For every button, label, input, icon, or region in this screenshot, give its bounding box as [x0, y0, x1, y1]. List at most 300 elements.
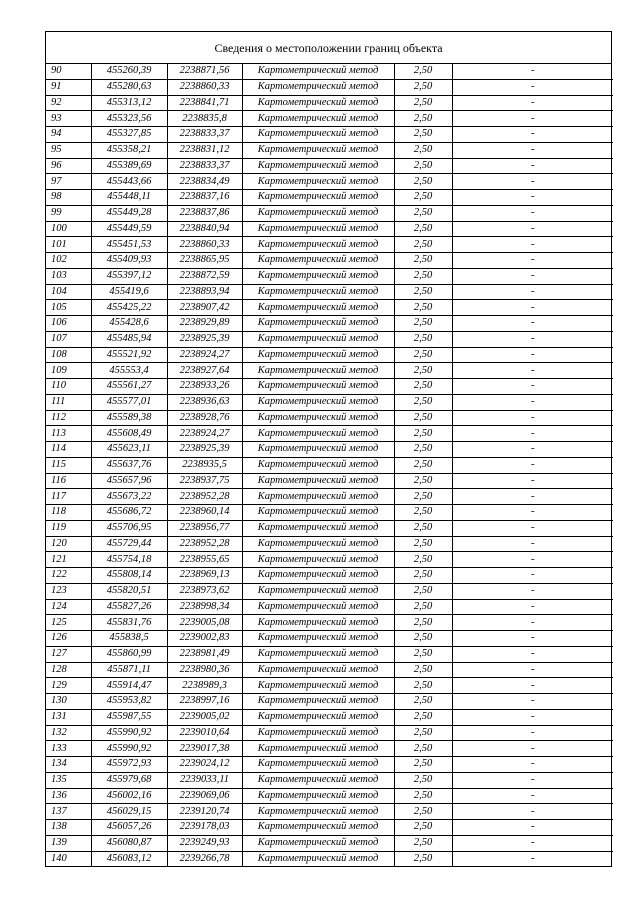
note-cell: -: [452, 268, 613, 284]
point-number-cell: 96: [46, 158, 91, 174]
coord-x-cell: 455987,55: [91, 709, 167, 725]
accuracy-cell: 2,50: [394, 568, 452, 584]
point-number-cell: 105: [46, 300, 91, 316]
method-cell: Картометрический метод: [242, 804, 394, 820]
table-row: [46, 788, 613, 804]
table-row: [46, 505, 613, 521]
method-cell: Картометрический метод: [242, 489, 394, 505]
point-number-cell: 107: [46, 331, 91, 347]
note-cell: -: [452, 615, 613, 631]
accuracy-cell: 2,50: [394, 678, 452, 694]
table-row: [46, 583, 613, 599]
accuracy-cell: 2,50: [394, 190, 452, 206]
note-cell: -: [452, 410, 613, 426]
point-number-cell: 99: [46, 205, 91, 221]
note-cell: -: [452, 788, 613, 804]
method-cell: Картометрический метод: [242, 142, 394, 158]
coord-x-cell: 455637,76: [91, 457, 167, 473]
accuracy-cell: 2,50: [394, 631, 452, 647]
note-cell: -: [452, 426, 613, 442]
method-cell: Картометрический метод: [242, 646, 394, 662]
table-row: [46, 662, 613, 678]
accuracy-cell: 2,50: [394, 363, 452, 379]
coord-x-cell: 455428,6: [91, 316, 167, 332]
accuracy-cell: 2,50: [394, 536, 452, 552]
point-number-cell: 138: [46, 820, 91, 836]
table-row: [46, 615, 613, 631]
coord-y-cell: 2238989,3: [167, 678, 242, 694]
accuracy-cell: 2,50: [394, 379, 452, 395]
accuracy-cell: 2,50: [394, 820, 452, 836]
point-number-cell: 130: [46, 694, 91, 710]
table-row: [46, 95, 613, 111]
accuracy-cell: 2,50: [394, 174, 452, 190]
note-cell: -: [452, 820, 613, 836]
note-cell: -: [452, 331, 613, 347]
method-cell: Картометрический метод: [242, 379, 394, 395]
note-cell: -: [452, 804, 613, 820]
table-row: [46, 205, 613, 221]
coord-y-cell: 2238907,42: [167, 300, 242, 316]
method-cell: Картометрический метод: [242, 253, 394, 269]
accuracy-cell: 2,50: [394, 505, 452, 521]
point-number-cell: 95: [46, 142, 91, 158]
method-cell: Картометрический метод: [242, 268, 394, 284]
table-row: [46, 142, 613, 158]
coord-y-cell: 2238933,26: [167, 379, 242, 395]
accuracy-cell: 2,50: [394, 253, 452, 269]
point-number-cell: 113: [46, 426, 91, 442]
coord-x-cell: 456057,26: [91, 820, 167, 836]
point-number-cell: 101: [46, 237, 91, 253]
coord-x-cell: 455972,93: [91, 757, 167, 773]
note-cell: -: [452, 158, 613, 174]
point-number-cell: 92: [46, 95, 91, 111]
coord-x-cell: 455521,92: [91, 347, 167, 363]
accuracy-cell: 2,50: [394, 95, 452, 111]
table-row: [46, 426, 613, 442]
coord-y-cell: 2238929,89: [167, 316, 242, 332]
point-number-cell: 134: [46, 757, 91, 773]
note-cell: -: [452, 694, 613, 710]
method-cell: Картометрический метод: [242, 599, 394, 615]
point-number-cell: 102: [46, 253, 91, 269]
point-number-cell: 114: [46, 442, 91, 458]
method-cell: Картометрический метод: [242, 505, 394, 521]
accuracy-cell: 2,50: [394, 772, 452, 788]
method-cell: Картометрический метод: [242, 410, 394, 426]
coord-x-cell: 455860,99: [91, 646, 167, 662]
note-cell: -: [452, 552, 613, 568]
coord-y-cell: 2239069,06: [167, 788, 242, 804]
point-number-cell: 123: [46, 583, 91, 599]
point-number-cell: 127: [46, 646, 91, 662]
accuracy-cell: 2,50: [394, 646, 452, 662]
coord-y-cell: 2238981,49: [167, 646, 242, 662]
point-number-cell: 125: [46, 615, 91, 631]
table-row: [46, 568, 613, 584]
coord-y-cell: 2239249,93: [167, 835, 242, 851]
accuracy-cell: 2,50: [394, 142, 452, 158]
point-number-cell: 103: [46, 268, 91, 284]
table-row: [46, 316, 613, 332]
accuracy-cell: 2,50: [394, 709, 452, 725]
note-cell: -: [452, 253, 613, 269]
coord-x-cell: 455449,28: [91, 205, 167, 221]
method-cell: Картометрический метод: [242, 851, 394, 866]
note-cell: -: [452, 347, 613, 363]
table-row: [46, 694, 613, 710]
note-cell: -: [452, 237, 613, 253]
coord-x-cell: 455831,76: [91, 615, 167, 631]
note-cell: -: [452, 284, 613, 300]
method-cell: Картометрический метод: [242, 536, 394, 552]
accuracy-cell: 2,50: [394, 725, 452, 741]
accuracy-cell: 2,50: [394, 662, 452, 678]
point-number-cell: 90: [46, 64, 91, 79]
note-cell: -: [452, 536, 613, 552]
point-number-cell: 119: [46, 520, 91, 536]
coord-y-cell: 2238925,39: [167, 442, 242, 458]
table-row: [46, 174, 613, 190]
accuracy-cell: 2,50: [394, 316, 452, 332]
coord-y-cell: 2238833,37: [167, 158, 242, 174]
note-cell: -: [452, 300, 613, 316]
method-cell: Картометрический метод: [242, 79, 394, 95]
accuracy-cell: 2,50: [394, 520, 452, 536]
table-row: [46, 442, 613, 458]
coord-x-cell: 455577,01: [91, 394, 167, 410]
table-title: Сведения о местоположении границ объекта: [46, 32, 611, 64]
point-number-cell: 91: [46, 79, 91, 95]
method-cell: Картометрический метод: [242, 347, 394, 363]
point-number-cell: 139: [46, 835, 91, 851]
accuracy-cell: 2,50: [394, 284, 452, 300]
note-cell: -: [452, 473, 613, 489]
coord-y-cell: 2238831,12: [167, 142, 242, 158]
note-cell: -: [452, 379, 613, 395]
table-row: [46, 678, 613, 694]
point-number-cell: 121: [46, 552, 91, 568]
accuracy-cell: 2,50: [394, 835, 452, 851]
note-cell: -: [452, 583, 613, 599]
table-row: [46, 709, 613, 725]
coord-y-cell: 2239120,74: [167, 804, 242, 820]
coord-x-cell: 455323,56: [91, 111, 167, 127]
coord-y-cell: 2238840,94: [167, 221, 242, 237]
table-row: [46, 268, 613, 284]
method-cell: Картометрический метод: [242, 237, 394, 253]
point-number-cell: 116: [46, 473, 91, 489]
coord-y-cell: 2238980,36: [167, 662, 242, 678]
accuracy-cell: 2,50: [394, 583, 452, 599]
coord-x-cell: 455358,21: [91, 142, 167, 158]
table-row: [46, 300, 613, 316]
note-cell: -: [452, 79, 613, 95]
coord-y-cell: 2238973,62: [167, 583, 242, 599]
table-body: [46, 64, 613, 866]
point-number-cell: 129: [46, 678, 91, 694]
coord-x-cell: 455990,92: [91, 725, 167, 741]
point-number-cell: 135: [46, 772, 91, 788]
coord-x-cell: 455673,22: [91, 489, 167, 505]
coord-y-cell: 2238834,49: [167, 174, 242, 190]
coord-x-cell: 455657,96: [91, 473, 167, 489]
point-number-cell: 118: [46, 505, 91, 521]
coord-y-cell: 2238872,59: [167, 268, 242, 284]
method-cell: Картометрический метод: [242, 820, 394, 836]
coord-x-cell: 455686,72: [91, 505, 167, 521]
accuracy-cell: 2,50: [394, 111, 452, 127]
table-row: [46, 331, 613, 347]
coord-y-cell: 2238935,5: [167, 457, 242, 473]
method-cell: Картометрический метод: [242, 331, 394, 347]
coord-y-cell: 2238960,14: [167, 505, 242, 521]
method-cell: Картометрический метод: [242, 725, 394, 741]
coord-y-cell: 2239005,08: [167, 615, 242, 631]
note-cell: -: [452, 64, 613, 79]
table-row: [46, 379, 613, 395]
coord-y-cell: 2238956,77: [167, 520, 242, 536]
method-cell: Картометрический метод: [242, 709, 394, 725]
coord-x-cell: 456083,12: [91, 851, 167, 866]
point-number-cell: 117: [46, 489, 91, 505]
table-row: [46, 237, 613, 253]
note-cell: -: [452, 646, 613, 662]
method-cell: Картометрический метод: [242, 111, 394, 127]
table-row: [46, 284, 613, 300]
table-row: [46, 520, 613, 536]
table-row: [46, 820, 613, 836]
point-number-cell: 94: [46, 127, 91, 143]
point-number-cell: 110: [46, 379, 91, 395]
coord-y-cell: 2238997,16: [167, 694, 242, 710]
method-cell: Картометрический метод: [242, 426, 394, 442]
coord-y-cell: 2239033,11: [167, 772, 242, 788]
note-cell: -: [452, 741, 613, 757]
coord-x-cell: 455623,11: [91, 442, 167, 458]
coord-y-cell: 2238871,56: [167, 64, 242, 79]
accuracy-cell: 2,50: [394, 394, 452, 410]
note-cell: -: [452, 316, 613, 332]
point-number-cell: 126: [46, 631, 91, 647]
accuracy-cell: 2,50: [394, 615, 452, 631]
table-row: [46, 221, 613, 237]
coord-y-cell: 2239010,64: [167, 725, 242, 741]
coord-y-cell: 2239005,02: [167, 709, 242, 725]
coord-y-cell: 2238924,27: [167, 426, 242, 442]
coord-y-cell: 2238955,65: [167, 552, 242, 568]
note-cell: -: [452, 394, 613, 410]
coord-x-cell: 455485,94: [91, 331, 167, 347]
accuracy-cell: 2,50: [394, 205, 452, 221]
coord-x-cell: 455729,44: [91, 536, 167, 552]
note-cell: -: [452, 457, 613, 473]
point-number-cell: 104: [46, 284, 91, 300]
table-row: [46, 347, 613, 363]
point-number-cell: 111: [46, 394, 91, 410]
point-number-cell: 132: [46, 725, 91, 741]
table-row: [46, 473, 613, 489]
point-number-cell: 109: [46, 363, 91, 379]
accuracy-cell: 2,50: [394, 804, 452, 820]
method-cell: Картометрический метод: [242, 678, 394, 694]
point-number-cell: 108: [46, 347, 91, 363]
table-row: [46, 410, 613, 426]
coord-x-cell: 455425,22: [91, 300, 167, 316]
coord-x-cell: 455327,85: [91, 127, 167, 143]
method-cell: Картометрический метод: [242, 363, 394, 379]
accuracy-cell: 2,50: [394, 788, 452, 804]
point-number-cell: 115: [46, 457, 91, 473]
accuracy-cell: 2,50: [394, 426, 452, 442]
method-cell: Картометрический метод: [242, 205, 394, 221]
coord-x-cell: 455397,12: [91, 268, 167, 284]
accuracy-cell: 2,50: [394, 741, 452, 757]
table-row: [46, 851, 613, 866]
point-number-cell: 106: [46, 316, 91, 332]
note-cell: -: [452, 772, 613, 788]
note-cell: -: [452, 442, 613, 458]
table-row: [46, 158, 613, 174]
point-number-cell: 140: [46, 851, 91, 866]
note-cell: -: [452, 142, 613, 158]
accuracy-cell: 2,50: [394, 221, 452, 237]
note-cell: -: [452, 678, 613, 694]
method-cell: Картометрический метод: [242, 568, 394, 584]
method-cell: Картометрический метод: [242, 662, 394, 678]
coord-y-cell: 2238837,16: [167, 190, 242, 206]
accuracy-cell: 2,50: [394, 268, 452, 284]
method-cell: Картометрический метод: [242, 190, 394, 206]
note-cell: -: [452, 127, 613, 143]
coord-x-cell: 455838,5: [91, 631, 167, 647]
table-row: [46, 552, 613, 568]
method-cell: Картометрический метод: [242, 221, 394, 237]
table-row: [46, 363, 613, 379]
accuracy-cell: 2,50: [394, 757, 452, 773]
method-cell: Картометрический метод: [242, 127, 394, 143]
table-row: [46, 772, 613, 788]
point-number-cell: 93: [46, 111, 91, 127]
note-cell: -: [452, 520, 613, 536]
accuracy-cell: 2,50: [394, 442, 452, 458]
note-cell: -: [452, 221, 613, 237]
method-cell: Картометрический метод: [242, 741, 394, 757]
method-cell: Картометрический метод: [242, 442, 394, 458]
note-cell: -: [452, 835, 613, 851]
coord-y-cell: 2238925,39: [167, 331, 242, 347]
table-row: [46, 631, 613, 647]
point-number-cell: 136: [46, 788, 91, 804]
coord-x-cell: 455808,14: [91, 568, 167, 584]
accuracy-cell: 2,50: [394, 79, 452, 95]
accuracy-cell: 2,50: [394, 300, 452, 316]
method-cell: Картометрический метод: [242, 757, 394, 773]
method-cell: Картометрический метод: [242, 835, 394, 851]
coord-y-cell: 2238865,95: [167, 253, 242, 269]
coord-y-cell: 2239002,83: [167, 631, 242, 647]
coord-y-cell: 2238927,64: [167, 363, 242, 379]
accuracy-cell: 2,50: [394, 851, 452, 866]
note-cell: -: [452, 205, 613, 221]
note-cell: -: [452, 725, 613, 741]
coord-y-cell: 2238998,34: [167, 599, 242, 615]
coordinates-table: [46, 64, 613, 866]
note-cell: -: [452, 95, 613, 111]
note-cell: -: [452, 851, 613, 866]
point-number-cell: 100: [46, 221, 91, 237]
coord-y-cell: 2239024,12: [167, 757, 242, 773]
coord-x-cell: 455754,18: [91, 552, 167, 568]
point-number-cell: 131: [46, 709, 91, 725]
point-number-cell: 98: [46, 190, 91, 206]
table-row: [46, 394, 613, 410]
table-row: [46, 190, 613, 206]
coord-x-cell: 455448,11: [91, 190, 167, 206]
method-cell: Картометрический метод: [242, 457, 394, 473]
table-row: [46, 835, 613, 851]
accuracy-cell: 2,50: [394, 331, 452, 347]
coord-y-cell: 2239178,03: [167, 820, 242, 836]
coord-x-cell: 455451,53: [91, 237, 167, 253]
coord-y-cell: 2238837,86: [167, 205, 242, 221]
table-row: [46, 536, 613, 552]
coord-x-cell: 456029,15: [91, 804, 167, 820]
method-cell: Картометрический метод: [242, 473, 394, 489]
method-cell: Картометрический метод: [242, 772, 394, 788]
method-cell: Картометрический метод: [242, 615, 394, 631]
accuracy-cell: 2,50: [394, 347, 452, 363]
accuracy-cell: 2,50: [394, 410, 452, 426]
table-row: [46, 741, 613, 757]
point-number-cell: 120: [46, 536, 91, 552]
coord-x-cell: 455820,51: [91, 583, 167, 599]
table-row: [46, 457, 613, 473]
point-number-cell: 137: [46, 804, 91, 820]
note-cell: -: [452, 568, 613, 584]
coord-y-cell: 2238969,13: [167, 568, 242, 584]
boundary-table-frame: [45, 31, 612, 867]
coord-x-cell: 455449,59: [91, 221, 167, 237]
method-cell: Картометрический метод: [242, 520, 394, 536]
coord-x-cell: 455706,95: [91, 520, 167, 536]
point-number-cell: 133: [46, 741, 91, 757]
point-number-cell: 124: [46, 599, 91, 615]
table-row: [46, 64, 613, 79]
note-cell: -: [452, 709, 613, 725]
coord-y-cell: 2238952,28: [167, 489, 242, 505]
accuracy-cell: 2,50: [394, 237, 452, 253]
coord-x-cell: 455561,27: [91, 379, 167, 395]
table-row: [46, 757, 613, 773]
coord-y-cell: 2238924,27: [167, 347, 242, 363]
method-cell: Картометрический метод: [242, 316, 394, 332]
coord-y-cell: 2238893,94: [167, 284, 242, 300]
coord-x-cell: 456080,87: [91, 835, 167, 851]
coord-y-cell: 2238860,33: [167, 79, 242, 95]
table-row: [46, 79, 613, 95]
method-cell: Картометрический метод: [242, 552, 394, 568]
method-cell: Картометрический метод: [242, 174, 394, 190]
coord-x-cell: 455389,69: [91, 158, 167, 174]
coord-x-cell: 455990,92: [91, 741, 167, 757]
accuracy-cell: 2,50: [394, 489, 452, 505]
table-row: [46, 489, 613, 505]
coord-x-cell: 456002,16: [91, 788, 167, 804]
table-row: [46, 599, 613, 615]
coord-x-cell: 455914,47: [91, 678, 167, 694]
